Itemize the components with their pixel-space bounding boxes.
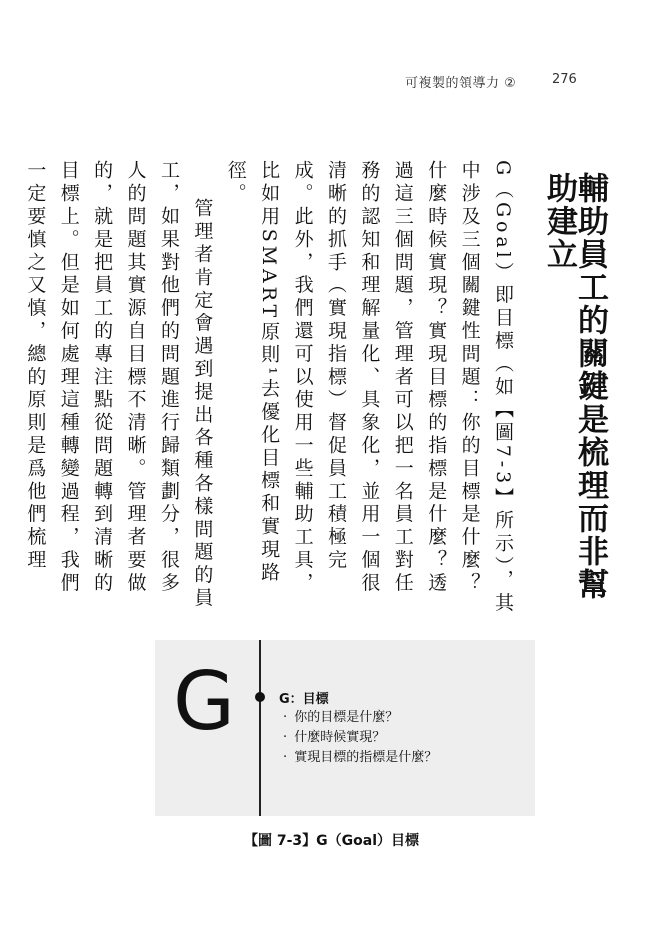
figure-title: G：目標 [279,692,329,707]
paragraph-1: G（Goal）即目標（如【圖7-3】所示），其中涉及三個關鍵性問題：你的目標是什麼？什麼時候實現？實現目標的指標是什麼？透過這三個問題，管理者可以把一名員工對任務的認知和理解量化、具象化，並用一個很清晰的抓手（實現指標）督促員工積極完成。此外，我們還可以使用一些輔助工具，比如用SMART原則¹去優化目標和實現路徑。 [224,160,514,615]
figure-question-item: · 你的目標是什麼？ [283,708,437,728]
book-title: 可複製的領導力 ② [405,76,517,91]
bullet-dot-icon [255,692,265,702]
figure-big-letter: G [173,655,235,748]
figure-divider-line [259,640,261,816]
figure-caption: 【圖 7-3】G（Goal）目標 [243,833,419,849]
section-heading: 輔助員工的關鍵是梳理而非幫助建立 [541,172,608,601]
body-text [18,160,519,616]
page-number: 276 [552,72,577,87]
figure-question-item: · 實現目標的指標是什麼？ [283,748,437,768]
figure-question-item: · 什麼時候實現？ [283,728,437,748]
paragraph-2: 管理者肯定會遇到提出各種各樣問題的員工，如果對他們的問題進行歸類劃分，很多人的問題其實源自目標不清晰。管理者要做的，就是把員工的專注點從問題轉到清晰的目標上。但是如何處理這種轉變過程，我們一定要慎之又慎，總的原則是爲他們梳理 [24,160,214,611]
figure-7-3 [155,640,535,816]
figure-question-list [283,708,437,768]
